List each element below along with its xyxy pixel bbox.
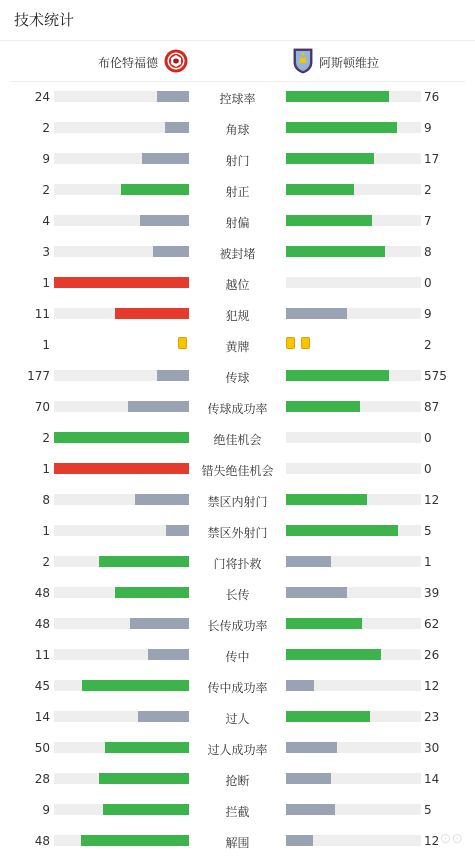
home-stat-bar xyxy=(54,680,189,691)
away-stat-value: 2 xyxy=(424,338,432,352)
home-stat-bar-fill xyxy=(81,835,189,846)
away-stat-bar xyxy=(286,246,421,257)
away-stat-value: 5 xyxy=(424,803,432,817)
stat-label: 禁区内射门 xyxy=(207,495,268,509)
stat-label: 传中 xyxy=(225,650,250,664)
away-stat-bar xyxy=(286,587,421,598)
home-stat-bar xyxy=(54,494,189,505)
home-stat-value: 70 xyxy=(34,400,50,414)
stat-label: 抢断 xyxy=(225,774,250,788)
home-stat-bar-fill xyxy=(135,494,189,505)
away-stat-bar xyxy=(286,463,421,474)
away-stat-value: 5 xyxy=(424,524,432,538)
stat-row xyxy=(0,361,475,392)
home-stat-bar xyxy=(54,649,189,660)
stat-row xyxy=(0,671,475,702)
home-stat-bar-fill xyxy=(54,277,189,288)
away-stat-value: 2 xyxy=(424,183,432,197)
stat-label: 传球成功率 xyxy=(207,402,268,416)
stat-label: 射门 xyxy=(225,154,250,168)
away-stat-bar xyxy=(286,742,421,753)
home-stat-bar xyxy=(54,153,189,164)
stats-list xyxy=(0,82,475,857)
away-stat-bar xyxy=(286,494,421,505)
away-stat-bar-fill xyxy=(286,401,360,412)
stat-row xyxy=(0,702,475,733)
away-stat-value: 12 xyxy=(424,679,440,693)
stat-row xyxy=(0,392,475,423)
home-stat-bar-fill xyxy=(157,91,189,102)
stat-label: 解围 xyxy=(225,836,250,850)
stat-label: 门将扑救 xyxy=(213,557,262,571)
home-stat-value: 50 xyxy=(34,741,50,755)
away-stat-bar xyxy=(286,153,421,164)
stat-row xyxy=(0,733,475,764)
home-team-name: 布伦特福德 xyxy=(97,56,158,70)
yellow-card-icon xyxy=(286,337,295,349)
home-stat-value: 45 xyxy=(34,679,50,693)
stat-row xyxy=(0,423,475,454)
home-stat-value: 2 xyxy=(42,431,50,445)
home-stat-bar xyxy=(54,742,189,753)
away-stat-bar xyxy=(286,680,421,691)
home-stat-value: 11 xyxy=(34,307,50,321)
away-stat-value: 9 xyxy=(424,121,432,135)
away-stat-bar-fill xyxy=(286,122,397,133)
stat-row xyxy=(0,764,475,795)
watermark-icon: ⊙⊙ xyxy=(439,831,463,847)
away-stat-bar xyxy=(286,215,421,226)
stat-label: 过人 xyxy=(225,712,250,726)
away-stat-bar xyxy=(286,91,421,102)
home-stat-bar-fill xyxy=(148,649,189,660)
away-stat-bar xyxy=(286,122,421,133)
home-stat-bar xyxy=(54,277,189,288)
stat-label: 错失绝佳机会 xyxy=(201,464,274,478)
away-stat-bar-fill xyxy=(286,835,313,846)
home-stat-bar-fill xyxy=(99,556,189,567)
stat-row xyxy=(0,795,475,826)
home-stat-value: 1 xyxy=(42,276,50,290)
home-stat-bar-fill xyxy=(105,742,189,753)
home-stat-bar xyxy=(54,370,189,381)
away-stat-bar xyxy=(286,401,421,412)
away-stat-bar-fill xyxy=(286,649,381,660)
home-stat-bar xyxy=(54,91,189,102)
away-stat-value: 575 xyxy=(424,369,447,383)
home-stat-bar xyxy=(54,308,189,319)
home-team-logo-icon xyxy=(164,49,188,73)
home-stat-bar xyxy=(54,711,189,722)
away-stat-value: 12 xyxy=(424,493,440,507)
away-stat-value: 1 xyxy=(424,555,432,569)
stat-row xyxy=(0,82,475,113)
stat-row xyxy=(0,826,475,857)
page-title: 技术统计 xyxy=(0,0,475,41)
away-stat-bar xyxy=(286,432,421,443)
home-stat-bar xyxy=(54,587,189,598)
stat-label: 传球 xyxy=(225,371,250,385)
home-stat-bar xyxy=(54,246,189,257)
away-stat-bar-fill xyxy=(286,525,398,536)
home-stat-value: 48 xyxy=(34,586,50,600)
home-stat-bar-fill xyxy=(138,711,189,722)
home-stat-bar-fill xyxy=(128,401,189,412)
stat-label: 禁区外射门 xyxy=(207,526,268,540)
home-stat-bar xyxy=(54,401,189,412)
home-stat-value: 3 xyxy=(42,245,50,259)
stat-row xyxy=(0,237,475,268)
away-stat-bar-fill xyxy=(286,308,347,319)
home-stat-bar xyxy=(54,463,189,474)
home-stat-value: 9 xyxy=(42,803,50,817)
stat-row xyxy=(0,268,475,299)
away-team-crest-icon xyxy=(293,48,313,74)
home-stat-value: 28 xyxy=(34,772,50,786)
home-stat-bar-fill xyxy=(140,215,189,226)
away-stat-bar-fill xyxy=(286,91,389,102)
away-stat-bar-fill xyxy=(286,773,331,784)
stat-row xyxy=(0,609,475,640)
home-stat-bar-fill xyxy=(115,308,189,319)
stat-label: 黄牌 xyxy=(225,340,250,354)
home-stat-value: 1 xyxy=(42,524,50,538)
home-stat-value: 11 xyxy=(34,648,50,662)
away-team-name: 阿斯顿维拉 xyxy=(319,56,380,70)
stat-row xyxy=(0,206,475,237)
home-stat-bar xyxy=(54,184,189,195)
stat-row xyxy=(0,330,475,361)
home-stat-bar xyxy=(54,804,189,815)
away-stat-bar-fill xyxy=(286,153,374,164)
away-stat-bar xyxy=(286,711,421,722)
stat-row xyxy=(0,578,475,609)
away-stat-value: 0 xyxy=(424,276,432,290)
home-stat-bar-fill xyxy=(166,525,189,536)
away-stat-bar xyxy=(286,835,421,846)
away-stat-bar-fill xyxy=(286,370,389,381)
away-stat-bar-fill xyxy=(286,556,331,567)
away-stat-value: 0 xyxy=(424,431,432,445)
away-stat-bar xyxy=(286,556,421,567)
away-stat-value: 30 xyxy=(424,741,440,755)
home-stat-value: 9 xyxy=(42,152,50,166)
home-stat-bar xyxy=(54,525,189,536)
home-stat-bar xyxy=(54,215,189,226)
away-stat-value: 62 xyxy=(424,617,440,631)
stat-label: 越位 xyxy=(225,278,250,292)
stat-row xyxy=(0,113,475,144)
home-stat-value: 1 xyxy=(42,338,50,352)
home-stat-bar-fill xyxy=(130,618,189,629)
away-stat-value: 17 xyxy=(424,152,440,166)
away-stat-value: 12 xyxy=(424,834,440,848)
away-stat-bar xyxy=(286,370,421,381)
stat-label: 射正 xyxy=(225,185,250,199)
stat-label: 角球 xyxy=(225,123,250,137)
stat-row xyxy=(0,516,475,547)
home-stat-bar-fill xyxy=(115,587,189,598)
away-stat-value: 9 xyxy=(424,307,432,321)
stat-label: 被封堵 xyxy=(219,247,256,261)
stat-label: 犯规 xyxy=(225,309,250,323)
yellow-card-icon xyxy=(178,337,187,349)
stat-label: 过人成功率 xyxy=(207,743,268,757)
home-stat-bar-fill xyxy=(54,463,189,474)
away-stat-bar-fill xyxy=(286,215,372,226)
stat-row xyxy=(0,640,475,671)
away-stat-value: 14 xyxy=(424,772,440,786)
stat-label: 长传 xyxy=(225,588,250,602)
away-stat-value: 23 xyxy=(424,710,440,724)
away-stat-bar-fill xyxy=(286,587,347,598)
away-stat-bar-fill xyxy=(286,246,385,257)
home-stat-bar-fill xyxy=(157,370,189,381)
away-stat-bar-fill xyxy=(286,804,335,815)
away-stat-value: 8 xyxy=(424,245,432,259)
home-stat-bar xyxy=(54,773,189,784)
home-stat-value: 48 xyxy=(34,834,50,848)
away-stat-value: 7 xyxy=(424,214,432,228)
home-stat-value: 1 xyxy=(42,462,50,476)
away-stat-bar xyxy=(286,618,421,629)
away-stat-bar-fill xyxy=(286,494,367,505)
home-stat-bar xyxy=(54,432,189,443)
teams-header xyxy=(10,41,465,82)
home-stat-bar-fill xyxy=(103,804,189,815)
home-stat-value: 2 xyxy=(42,555,50,569)
stat-row xyxy=(0,547,475,578)
away-stat-value: 76 xyxy=(424,90,440,104)
away-stat-bar xyxy=(286,184,421,195)
home-stat-value: 8 xyxy=(42,493,50,507)
away-stat-value: 26 xyxy=(424,648,440,662)
away-stat-bar xyxy=(286,277,421,288)
home-stat-bar-fill xyxy=(54,432,189,443)
stat-label: 射偏 xyxy=(225,216,250,230)
stat-row xyxy=(0,299,475,330)
away-stat-bar xyxy=(286,649,421,660)
home-stat-bar-fill xyxy=(99,773,189,784)
away-stat-bar xyxy=(286,308,421,319)
stat-row xyxy=(0,485,475,516)
yellow-card-icon xyxy=(301,337,310,349)
stat-label: 传中成功率 xyxy=(207,681,268,695)
home-stat-bar-fill xyxy=(82,680,189,691)
stat-row xyxy=(0,144,475,175)
away-stat-bar-fill xyxy=(286,184,354,195)
away-stat-bar-fill xyxy=(286,711,370,722)
stat-row xyxy=(0,454,475,485)
away-stat-bar-fill xyxy=(286,680,314,691)
home-stat-value: 14 xyxy=(34,710,50,724)
away-stat-bar-fill xyxy=(286,618,362,629)
home-stat-value: 24 xyxy=(34,90,50,104)
home-stat-bar xyxy=(54,122,189,133)
away-stat-bar xyxy=(286,804,421,815)
home-stat-value: 2 xyxy=(42,183,50,197)
home-stat-bar-fill xyxy=(153,246,189,257)
home-stat-bar xyxy=(54,556,189,567)
home-stat-value: 4 xyxy=(42,214,50,228)
home-stat-bar xyxy=(54,835,189,846)
stat-label: 绝佳机会 xyxy=(213,433,262,447)
home-stat-value: 48 xyxy=(34,617,50,631)
home-stat-bar-fill xyxy=(165,122,189,133)
home-stat-bar-fill xyxy=(142,153,189,164)
stat-label: 控球率 xyxy=(219,92,256,106)
home-stat-value: 2 xyxy=(42,121,50,135)
stat-label: 拦截 xyxy=(225,805,250,819)
stat-row xyxy=(0,175,475,206)
away-stat-value: 39 xyxy=(424,586,440,600)
away-stat-bar xyxy=(286,773,421,784)
away-stat-value: 0 xyxy=(424,462,432,476)
stat-label: 长传成功率 xyxy=(207,619,268,633)
away-stat-bar xyxy=(286,525,421,536)
away-stat-bar-fill xyxy=(286,742,337,753)
home-stat-bar-fill xyxy=(121,184,189,195)
home-stat-bar xyxy=(54,618,189,629)
away-stat-value: 87 xyxy=(424,400,440,414)
home-stat-value: 177 xyxy=(27,369,50,383)
